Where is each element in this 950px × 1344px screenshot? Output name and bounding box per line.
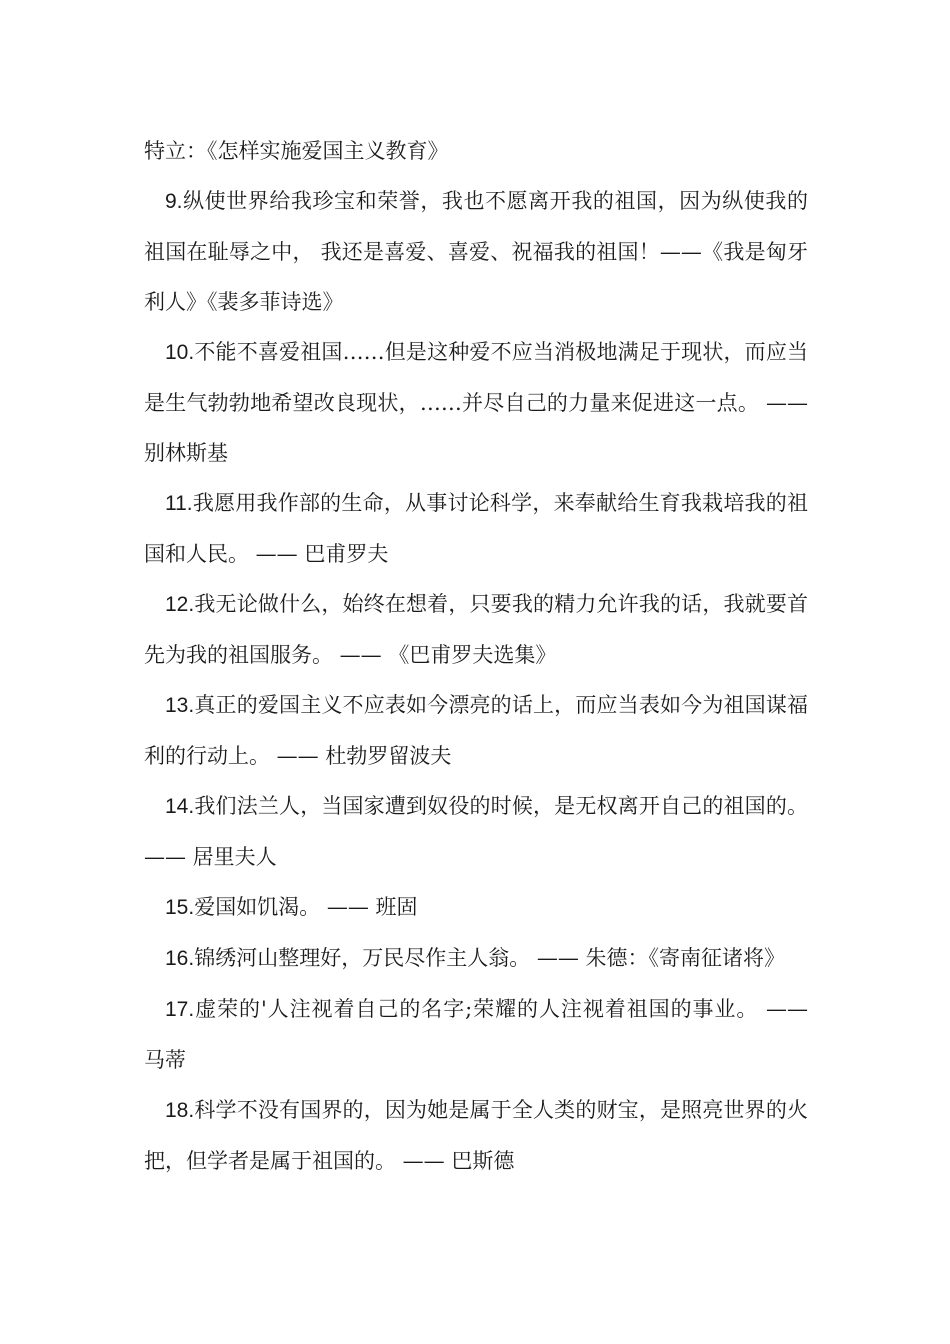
quote-number: 17. (165, 998, 195, 1021)
quote-text: 我们法兰人，当国家遭到奴役的时候，是无权离开自己的祖国的。 —— 居里夫人 (144, 794, 808, 869)
quote-paragraph-15 (144, 882, 808, 933)
quote-paragraph-17 (144, 984, 808, 1085)
quote-number: 13. (165, 694, 195, 717)
quote-paragraph-13 (144, 680, 808, 781)
quote-text: 纵使世界给我珍宝和荣誉，我也不愿离开我的祖国，因为纵使我的祖国在耻辱之中， 我还是喜爱、喜爱、祝福我的祖国！——《我是匈牙利人》《裴多菲诗选》 (144, 189, 808, 314)
quote-text: 虚荣的'人注视着自己的名字;荣耀的人注视着祖国的事业。 —— 马蒂 (144, 997, 808, 1072)
quote-text: 真正的爱国主义不应表如今漂亮的话上，而应当表如今为祖国谋福利的行动上。 —— 杜勃罗留波夫 (144, 693, 808, 768)
quote-number: 9. (165, 190, 183, 213)
document-page (144, 126, 808, 1186)
paragraph-text: 特立：《怎样实施爱国主义教育》 (144, 139, 449, 163)
quote-number: 16. (165, 947, 195, 970)
paragraph-continuation (144, 126, 808, 176)
quote-paragraph-11 (144, 478, 808, 579)
quote-text: 科学不没有国界的，因为她是属于全人类的财宝，是照亮世界的火把，但学者是属于祖国的。 —— 巴斯德 (144, 1098, 808, 1173)
quote-paragraph-12 (144, 579, 808, 680)
quote-text: 不能不喜爱祖国……但是这种爱不应当消极地满足于现状，而应当是生气勃勃地希望改良现状，……并尽自己的力量来促进这一点。 —— 别林斯基 (144, 340, 808, 465)
quote-text: 锦绣河山整理好，万民尽作主人翁。 —— 朱德：《寄南征诸将》 (194, 946, 786, 970)
quote-paragraph-16 (144, 933, 808, 984)
quote-number: 18. (165, 1099, 195, 1122)
quote-number: 12. (165, 593, 195, 616)
quote-paragraph-9 (144, 176, 808, 327)
quote-text: 我愿用我作部的生命，从事讨论科学，来奉献给生育我栽培我的祖国和人民。 —— 巴甫罗夫 (144, 491, 808, 566)
quote-number: 11. (165, 492, 193, 515)
quote-text: 我无论做什么，始终在想着，只要我的精力允许我的话，我就要首先为我的祖国服务。 —— 《巴甫罗夫选集》 (144, 592, 808, 667)
quote-text: 爱国如饥渴。 —— 班固 (194, 895, 418, 919)
quote-paragraph-10 (144, 327, 808, 478)
quote-paragraph-14 (144, 781, 808, 882)
quote-number: 15. (165, 896, 195, 919)
quote-paragraph-18 (144, 1085, 808, 1186)
quote-number: 10. (165, 341, 195, 364)
quote-number: 14. (165, 795, 195, 818)
